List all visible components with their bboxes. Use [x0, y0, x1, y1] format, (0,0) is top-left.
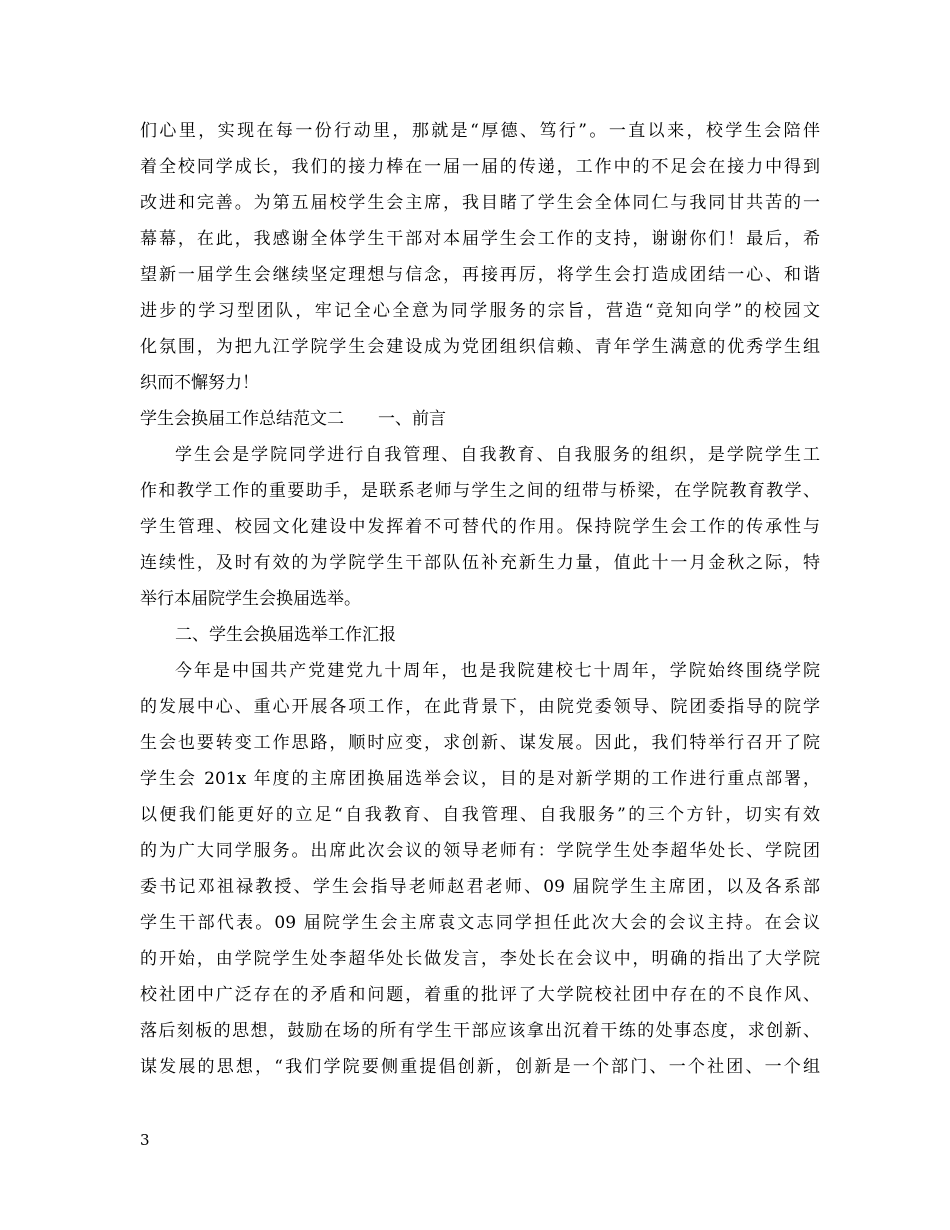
- text-line: 望新一届学生会继续坚定理想与信念，再接再厉，将学生会打造成团结一心、和谐: [140, 265, 820, 285]
- text-line: 生会也要转变工作思路，顺时应变，求创新、谋发展。因此，我们特举行召开了院: [140, 733, 820, 753]
- text-line: 学生会是学院同学进行自我管理、自我教育、自我服务的组织，是学院学生工: [175, 445, 820, 465]
- document-body: [140, 113, 820, 1085]
- text-line: 今年是中国共产党建党九十周年，也是我院建校七十周年，学院始终围绕学院: [175, 661, 820, 681]
- text-line: 改进和完善。为第五届校学生会主席，我目睹了学生会全体同仁与我同甘共苦的一: [140, 193, 820, 213]
- text-line: 的开始，由学院学生处李超华处长做发言，李处长在会议中，明确的指出了大学院: [140, 949, 820, 969]
- text-line: 举行本届院学生会换届选举。: [140, 589, 361, 609]
- text-line: 织而不懈努力！: [140, 373, 259, 393]
- text-line: 的为广大同学服务。出席此次会议的领导老师有：学院学生处李超华处长、学院团: [140, 841, 820, 861]
- page-number: 3: [140, 1131, 150, 1149]
- text-line: 校社团中广泛存在的矛盾和问题，着重的批评了大学院校社团中存在的不良作风、: [140, 985, 820, 1005]
- text-line: 以便我们能更好的立足“自我教育、自我管理、自我服务”的三个方针，切实有效: [140, 805, 820, 825]
- text-line: 着全校同学成长，我们的接力棒在一届一届的传递，工作中的不足会在接力中得到: [140, 157, 820, 177]
- text-line: 二、学生会换届选举工作汇报: [175, 625, 396, 645]
- text-line: 学生会换届工作总结范文二 一、前言: [140, 409, 446, 429]
- text-line: 学生会 201x 年度的主席团换届选举会议，目的是对新学期的工作进行重点部署，: [140, 769, 820, 789]
- text-line: 们心里，实现在每一份行动里，那就是“厚德、笃行”。一直以来，校学生会陪伴: [140, 121, 820, 141]
- text-line: 落后刻板的思想，鼓励在场的所有学生干部应该拿出沉着干练的处事态度，求创新、: [140, 1021, 820, 1041]
- text-line: 学生管理、校园文化建设中发挥着不可替代的作用。保持院学生会工作的传承性与: [140, 517, 820, 537]
- text-line: 幕幕，在此，我感谢全体学生干部对本届学生会工作的支持，谢谢你们！最后，希: [140, 229, 820, 249]
- text-line: 的发展中心、重心开展各项工作，在此背景下，由院党委领导、院团委指导的院学: [140, 697, 820, 717]
- text-line: 连续性，及时有效的为学院学生干部队伍补充新生力量，值此十一月金秋之际，特: [140, 553, 820, 573]
- text-line: 作和教学工作的重要助手，是联系老师与学生之间的纽带与桥梁，在学院教育教学、: [140, 481, 820, 501]
- text-line: 学生干部代表。09 届院学生会主席袁文志同学担任此次大会的会议主持。在会议: [140, 913, 820, 933]
- text-line: 进步的学习型团队，牢记全心全意为同学服务的宗旨，营造“竞知向学”的校园文: [140, 301, 820, 321]
- text-line: 委书记邓祖禄教授、学生会指导老师赵君老师、09 届院学生主席团，以及各系部: [140, 877, 820, 897]
- text-line: 谋发展的思想，“我们学院要侧重提倡创新，创新是一个部门、一个社团、一个组: [140, 1057, 820, 1077]
- text-line: 化氛围，为把九江学院学生会建设成为党团组织信赖、青年学生满意的优秀学生组: [140, 337, 820, 357]
